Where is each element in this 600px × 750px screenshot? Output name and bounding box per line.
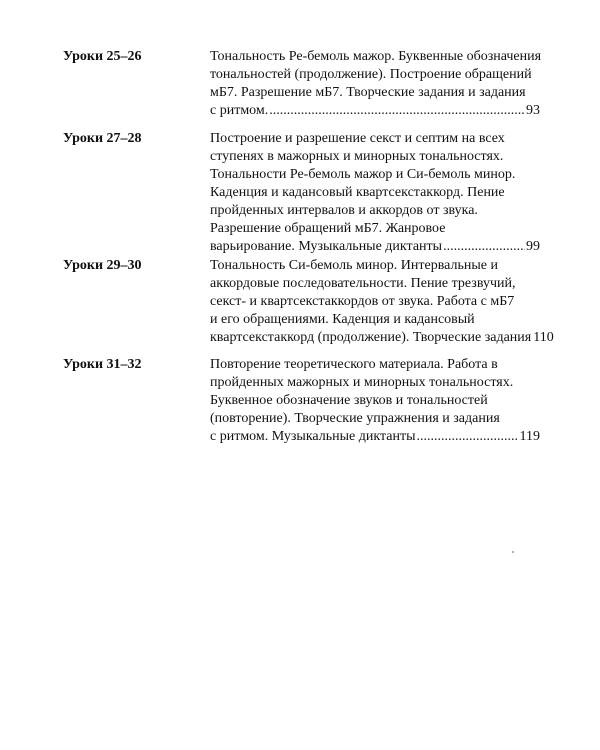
entry-text-line: с ритмом.: [210, 103, 269, 118]
entry-last-line: [210, 238, 540, 256]
dot-leader: [416, 428, 518, 446]
entry-last-line: [210, 102, 540, 120]
entry-text-line: Тональности Ре-бемоль мажор и Си-бемоль минор.: [210, 167, 516, 182]
entry-text-line: тональностей (продолжение). Построение обращений: [210, 67, 532, 82]
lesson-label: Уроки 31–32: [63, 357, 142, 372]
entry-text-line: Тональность Ре-бемоль мажор. Буквенные обозначения: [210, 49, 542, 64]
entry-text-line: Буквенное обозначение звуков и тональностей: [210, 393, 488, 408]
lesson-label: Уроки 29–30: [63, 258, 142, 273]
entry-text-line: Разрешение обращений мБ7. Жанровое: [210, 221, 446, 236]
page-number: 93: [526, 103, 540, 118]
entry-text-line: Построение и разрешение секст и септим на всех: [210, 131, 505, 146]
entry-text-line: квартсекстаккорд (продолжение). Творческие задания: [210, 330, 532, 345]
page-number: 99: [526, 239, 540, 254]
entry-text-line: Каденция и кадансовый квартсекстаккорд. Пение: [210, 185, 505, 200]
entry-text-line: Повторение теоретического материала. Работа в: [210, 357, 498, 372]
entry-text-line: секст- и квартсекстаккордов от звука. Работа с мБ7: [210, 294, 515, 309]
entry-text-line: Тональность Си-бемоль минор. Интервальные и: [210, 258, 498, 273]
page-number: 110: [533, 330, 554, 345]
entry-text-line: пройденных мажорных и минорных тональностях.: [210, 375, 514, 390]
lesson-label: Уроки 27–28: [63, 131, 142, 146]
entry-text-line: ступенях в мажорных и минорных тональностях.: [210, 149, 504, 164]
entry-text-line: с ритмом. Музыкальные диктанты: [210, 429, 416, 444]
entry-last-line: [210, 329, 554, 347]
entry-last-line: [210, 428, 540, 446]
lesson-label: Уроки 25–26: [63, 49, 142, 64]
page-number: 119: [519, 429, 540, 444]
entry-description: [210, 130, 540, 256]
entry-text-line: варьирование. Музыкальные диктанты: [210, 239, 443, 254]
entry-text-line: и его обращениями. Каденция и кадансовый: [210, 312, 475, 327]
entry-description: [210, 356, 540, 446]
entry-text-line: пройденных интервалов и аккордов от звука.: [210, 203, 478, 218]
entry-description: [210, 48, 540, 120]
dot-leader: [269, 102, 525, 120]
scan-speck: [512, 551, 514, 553]
entry-text-line: (повторение). Творческие упражнения и задания: [210, 411, 500, 426]
entry-text-line: аккордовые последовательности. Пение трезвучий,: [210, 276, 516, 291]
entry-description: [210, 257, 554, 347]
entry-text-line: мБ7. Разрешение мБ7. Творческие задания и задания: [210, 85, 526, 100]
dot-leader: [443, 238, 525, 256]
